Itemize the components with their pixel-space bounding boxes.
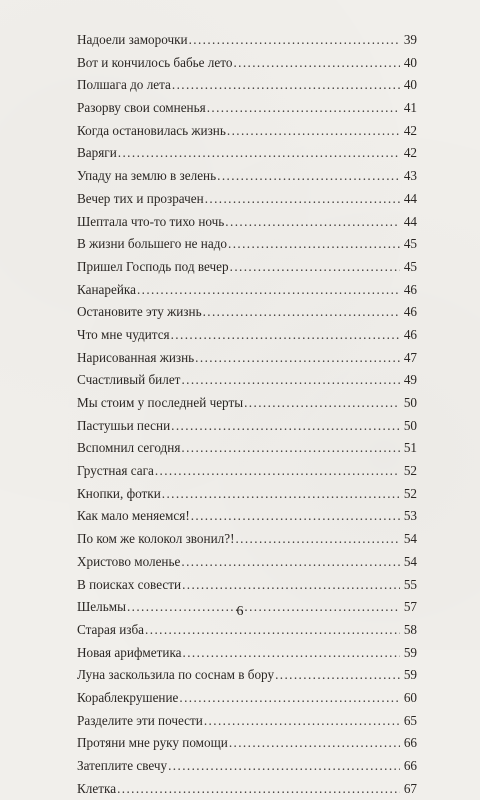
toc-entry-page: 55 <box>403 576 417 592</box>
toc-entry-title: Когда остановилась жизнь <box>77 122 226 138</box>
toc-leader-dots <box>155 460 400 483</box>
toc-entry-page: 67 <box>403 780 417 796</box>
table-of-contents <box>77 29 417 800</box>
toc-leader-dots <box>230 256 400 279</box>
toc-leader-dots <box>172 74 400 97</box>
toc-leader-dots <box>225 211 400 234</box>
toc-entry-title: Шельмы <box>77 599 126 615</box>
toc-entry-title: Луна заскользила по соснам в бору <box>77 667 275 683</box>
toc-leader-dots <box>195 347 400 370</box>
toc-entry <box>77 256 417 279</box>
toc-entry-page: 59 <box>403 644 417 660</box>
toc-entry-title: Новая арифметика <box>77 644 182 660</box>
toc-entry <box>77 74 417 97</box>
toc-leader-dots <box>217 165 400 188</box>
toc-leader-dots <box>162 483 400 506</box>
toc-entry-page: 58 <box>403 621 417 637</box>
toc-entry-page: 45 <box>403 258 417 274</box>
toc-leader-dots <box>181 551 400 574</box>
toc-entry-page: 57 <box>403 599 417 615</box>
toc-entry <box>77 687 417 710</box>
toc-entry-page: 49 <box>403 372 417 388</box>
toc-entry-title: Вспомнил сегодня <box>77 440 181 456</box>
toc-entry <box>77 233 417 256</box>
toc-entry-title: Затеплите свечу <box>77 758 168 773</box>
toc-leader-dots <box>275 664 400 687</box>
toc-entry-title: Мы стоим у последней черты <box>77 395 244 410</box>
toc-entry-title: Упаду на землю в зелень <box>77 168 217 184</box>
toc-entry-title: Что мне чудится <box>77 326 170 342</box>
toc-entry <box>77 732 417 755</box>
toc-leader-dots <box>179 687 400 710</box>
toc-entry-title: Старая изба <box>77 621 145 637</box>
toc-entry <box>77 211 417 234</box>
toc-entry <box>77 778 417 800</box>
toc-leader-dots <box>145 619 400 642</box>
toc-leader-dots <box>235 528 400 551</box>
toc-entry-page: 46 <box>403 326 417 342</box>
toc-entry-page: 40 <box>403 54 417 70</box>
toc-entry <box>77 279 417 302</box>
toc-entry <box>77 369 417 392</box>
toc-entry-page: 44 <box>403 190 417 206</box>
toc-entry-title: Разорву свои сомненья <box>77 100 206 116</box>
toc-entry-title: Канарейка <box>77 281 136 297</box>
page-number: 6 <box>236 604 244 619</box>
toc-entry-page: 52 <box>403 463 417 479</box>
toc-leader-dots <box>118 142 400 165</box>
toc-entry-page: 46 <box>403 281 417 297</box>
toc-entry-title: Разделите эти почести <box>77 712 203 728</box>
toc-entry-title: Варяги <box>77 145 117 161</box>
toc-entry-page: 42 <box>403 145 417 161</box>
toc-entry-title: Клетка <box>77 780 117 796</box>
toc-leader-dots <box>189 29 400 52</box>
toc-entry-page: 40 <box>403 77 417 93</box>
toc-entry <box>77 347 417 370</box>
toc-entry-title: Счастливый билет <box>77 372 181 388</box>
toc-entry-title: Грустная сага <box>77 463 154 479</box>
toc-entry <box>77 505 417 528</box>
toc-entry-page: 50 <box>403 395 417 410</box>
toc-entry <box>77 437 417 460</box>
toc-entry-title: Нарисованная жизнь <box>77 349 195 365</box>
toc-leader-dots <box>229 732 400 755</box>
toc-entry-page: 53 <box>403 508 417 524</box>
toc-entry-title: Пришел Господь под вечер <box>77 258 229 274</box>
toc-entry <box>77 52 417 75</box>
toc-entry <box>77 188 417 211</box>
toc-entry-page: 54 <box>403 531 417 547</box>
toc-entry-page: 39 <box>403 32 417 47</box>
toc-leader-dots <box>204 710 400 733</box>
toc-entry-page: 54 <box>403 553 417 569</box>
toc-entry-page: 60 <box>403 689 417 705</box>
toc-entry-title: Надоели заморочки <box>77 32 188 47</box>
toc-entry-title: Остановите эту жизнь <box>77 304 202 320</box>
toc-entry-title: Кораблекрушение <box>77 689 179 705</box>
toc-entry-title: Полшага до лета <box>77 77 171 93</box>
toc-leader-dots <box>137 279 400 302</box>
toc-entry-title: Кнопки, фотки <box>77 485 161 501</box>
toc-entry <box>77 120 417 143</box>
toc-entry-page: 43 <box>403 168 417 184</box>
toc-entry-page: 44 <box>403 213 417 229</box>
toc-entry <box>77 551 417 574</box>
toc-entry-page: 52 <box>403 485 417 501</box>
toc-leader-dots <box>117 778 400 800</box>
toc-leader-dots <box>181 369 400 392</box>
toc-entry <box>77 619 417 642</box>
toc-entry <box>77 415 417 438</box>
toc-leader-dots <box>244 392 400 415</box>
toc-entry-page: 65 <box>403 712 417 728</box>
toc-entry <box>77 710 417 733</box>
toc-leader-dots <box>171 324 400 347</box>
toc-entry-title: Вот и кончилось бабье лето <box>77 54 233 70</box>
toc-entry-page: 66 <box>403 758 417 773</box>
toc-entry-page: 42 <box>403 122 417 138</box>
toc-entry <box>77 460 417 483</box>
toc-leader-dots <box>168 755 400 778</box>
toc-entry <box>77 165 417 188</box>
toc-leader-dots <box>183 642 400 665</box>
toc-leader-dots <box>233 52 400 75</box>
toc-entry <box>77 483 417 506</box>
toc-entry <box>77 392 417 415</box>
toc-entry <box>77 97 417 120</box>
toc-entry <box>77 324 417 347</box>
toc-entry-title: По ком же колокол звонил?! <box>77 531 235 547</box>
toc-entry <box>77 642 417 665</box>
toc-entry <box>77 142 417 165</box>
toc-entry-page: 45 <box>403 236 417 252</box>
toc-leader-dots <box>227 120 400 143</box>
toc-entry-page: 59 <box>403 667 417 683</box>
toc-entry-title: Как мало меняемся! <box>77 508 190 524</box>
toc-entry-title: Протяни мне руку помощи <box>77 735 228 751</box>
toc-entry-title: Пастушьи песни <box>77 417 171 433</box>
toc-entry-title: Шептала что-то тихо ночь <box>77 213 225 229</box>
toc-entry <box>77 29 417 52</box>
toc-entry <box>77 528 417 551</box>
toc-entry <box>77 574 417 597</box>
toc-entry-page: 51 <box>403 440 417 456</box>
toc-leader-dots <box>191 505 400 528</box>
toc-entry-page: 47 <box>403 349 417 365</box>
toc-entry-page: 46 <box>403 304 417 320</box>
toc-entry-title: В поисках совести <box>77 576 182 592</box>
toc-leader-dots <box>228 233 400 256</box>
toc-entry <box>77 664 417 687</box>
toc-entry-title: Христово моленье <box>77 553 181 569</box>
toc-leader-dots <box>203 301 400 324</box>
toc-entry-page: 41 <box>403 100 417 116</box>
toc-leader-dots <box>181 437 400 460</box>
toc-entry <box>77 755 417 778</box>
toc-entry-page: 66 <box>403 735 417 751</box>
toc-leader-dots <box>182 574 400 597</box>
toc-entry <box>77 301 417 324</box>
toc-leader-dots <box>207 97 400 120</box>
toc-leader-dots <box>171 415 400 438</box>
toc-entry-title: Вечер тих и прозрачен <box>77 190 204 206</box>
toc-entry-title: В жизни большего не надо <box>77 236 228 252</box>
toc-leader-dots <box>205 188 400 211</box>
toc-entry-page: 50 <box>403 417 417 433</box>
